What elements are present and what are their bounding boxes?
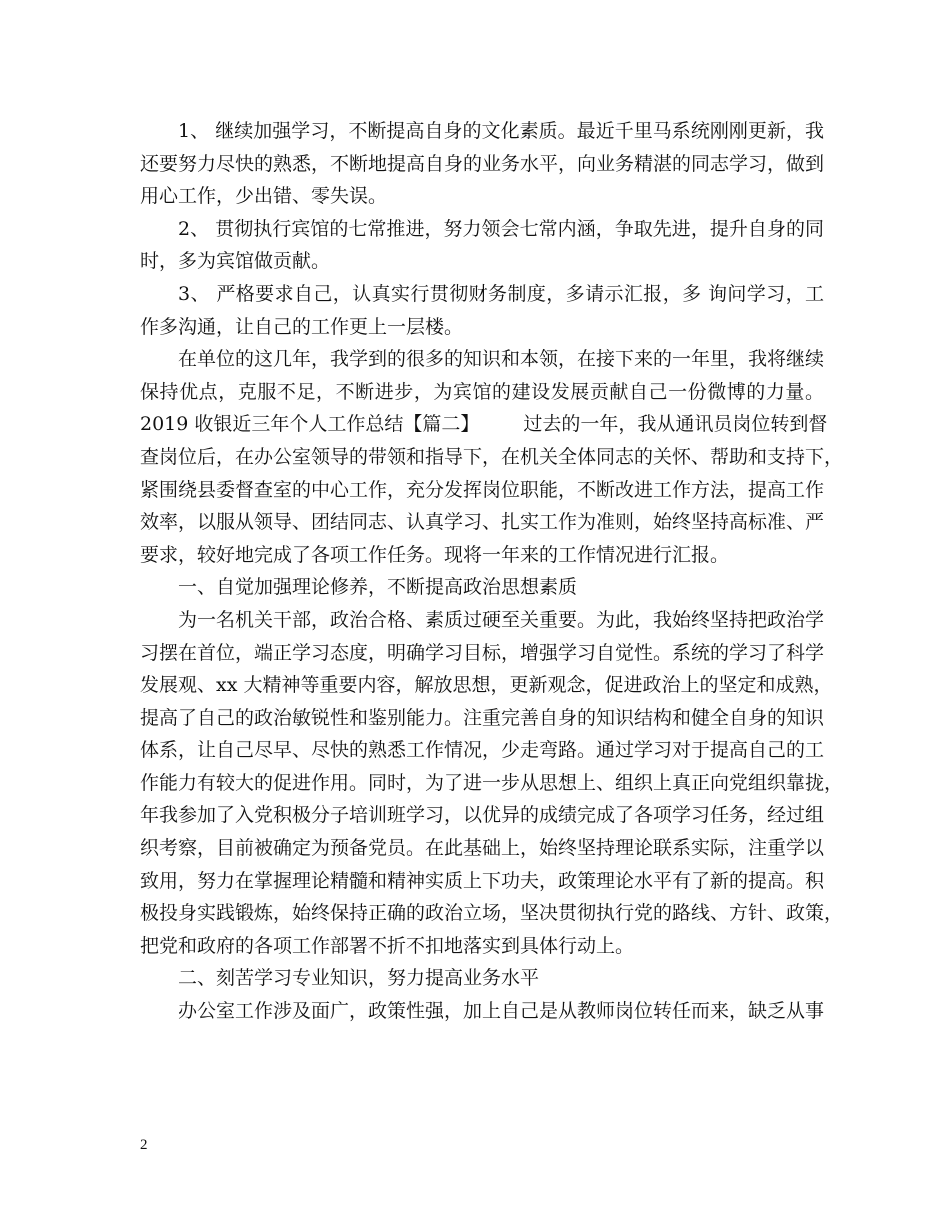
paragraph-line: 织考察，目前被确定为预备党员。在此基础上，始终坚持理论联系实际，注重学以 bbox=[140, 837, 825, 860]
paragraph-line: 提高了自己的政治敏锐性和鉴别能力。注重完善自身的知识结构和健全自身的知识 bbox=[140, 706, 825, 729]
paragraph-line: 查岗位后，在办公室领导的带领和指导下，在机关全体同志的关怀、帮助和支持下， bbox=[140, 445, 844, 468]
paragraph-line: 要求，较好地完成了各项工作任务。现将一年来的工作情况进行汇报。 bbox=[140, 543, 730, 566]
paragraph-line: 致用，努力在掌握理论精髓和精神实质上下功夫，政策理论水平有了新的提高。积 bbox=[140, 869, 825, 892]
paragraph-line: 办公室工作涉及面广，政策性强，加上自己是从教师岗位转任而来，缺乏从事 bbox=[178, 1000, 825, 1023]
paragraph-line: 把党和政府的各项工作部署不折不扣地落实到具体行动上。 bbox=[140, 934, 635, 957]
paragraph-line: 还要努力尽快的熟悉，不断地提高自身的业务水平，向业务精湛的同志学习，做到 bbox=[140, 152, 825, 175]
subheading: 二、刻苦学习专业知识，努力提高业务水平 bbox=[178, 967, 540, 990]
section-heading-line bbox=[140, 408, 828, 441]
paragraph-line: 2、 贯彻执行宾馆的七常推进，努力领会七常内涵，争取先进，提升自身的同 bbox=[178, 217, 824, 240]
paragraph-line: 紧围绕县委督查室的中心工作，充分发挥岗位职能，不断改进工作方法，提高工作 bbox=[140, 478, 825, 501]
paragraph-line: 时，多为宾馆做贡献。 bbox=[140, 250, 331, 273]
page-number: 2 bbox=[140, 1137, 148, 1153]
document-body bbox=[140, 115, 844, 1028]
paragraph-line: 发展观、xx 大精神等重要内容，解放思想，更新观念，促进政治上的坚定和成熟， bbox=[140, 674, 833, 697]
paragraph-line: 体系，让自己尽早、尽快的熟悉工作情况，少走弯路。通过学习对于提高自己的工 bbox=[140, 739, 825, 762]
subheading: 一、自觉加强理论修养，不断提高政治思想素质 bbox=[178, 576, 578, 599]
paragraph-line: 年我参加了入党积极分子培训班学习，以优异的成绩完成了各项学习任务，经过组 bbox=[140, 804, 825, 827]
paragraph-line: 1、 继续加强学习，不断提高自身的文化素质。最近千里马系统刚刚更新，我 bbox=[178, 120, 824, 142]
section-heading: 2019 收银近三年个人工作总结【篇二】 bbox=[140, 413, 480, 436]
paragraph-line: 保持优点，克服不足，不断进步，为宾馆的建设发展贡献自己一份微博的力量。 bbox=[140, 380, 824, 403]
paragraph-line: 为一名机关干部，政治合格、素质过硬至关重要。为此，我始终坚持把政治学 bbox=[178, 608, 825, 631]
paragraph-line: 效率，以服从领导、团结同志、认真学习、扎实工作为准则，始终坚持高标准、严 bbox=[140, 511, 825, 534]
paragraph-text: 过去的一年，我从通讯员岗位转到督 bbox=[523, 413, 828, 436]
paragraph-line: 3、 严格要求自己，认真实行贯彻财务制度，多请示汇报，多 询问学习，工 bbox=[178, 282, 824, 305]
paragraph-line: 极投身实践锻炼，始终保持正确的政治立场，坚决贯彻执行党的路线、方针、政策， bbox=[140, 902, 844, 925]
paragraph-line: 在单位的这几年，我学到的很多的知识和本领，在接下来的一年里，我将继续 bbox=[178, 348, 825, 371]
paragraph-line: 作能力有较大的促进作用。同时，为了进一步从思想上、组织上真正向党组织靠拢， bbox=[140, 771, 844, 794]
paragraph-line: 用心工作，少出错、零失误。 bbox=[140, 185, 388, 208]
paragraph-line: 习摆在首位，端正学习态度，明确学习目标，增强学习自觉性。系统的学习了科学 bbox=[140, 641, 825, 664]
paragraph-line: 作多沟通，让自己的工作更上一层楼。 bbox=[140, 315, 464, 338]
